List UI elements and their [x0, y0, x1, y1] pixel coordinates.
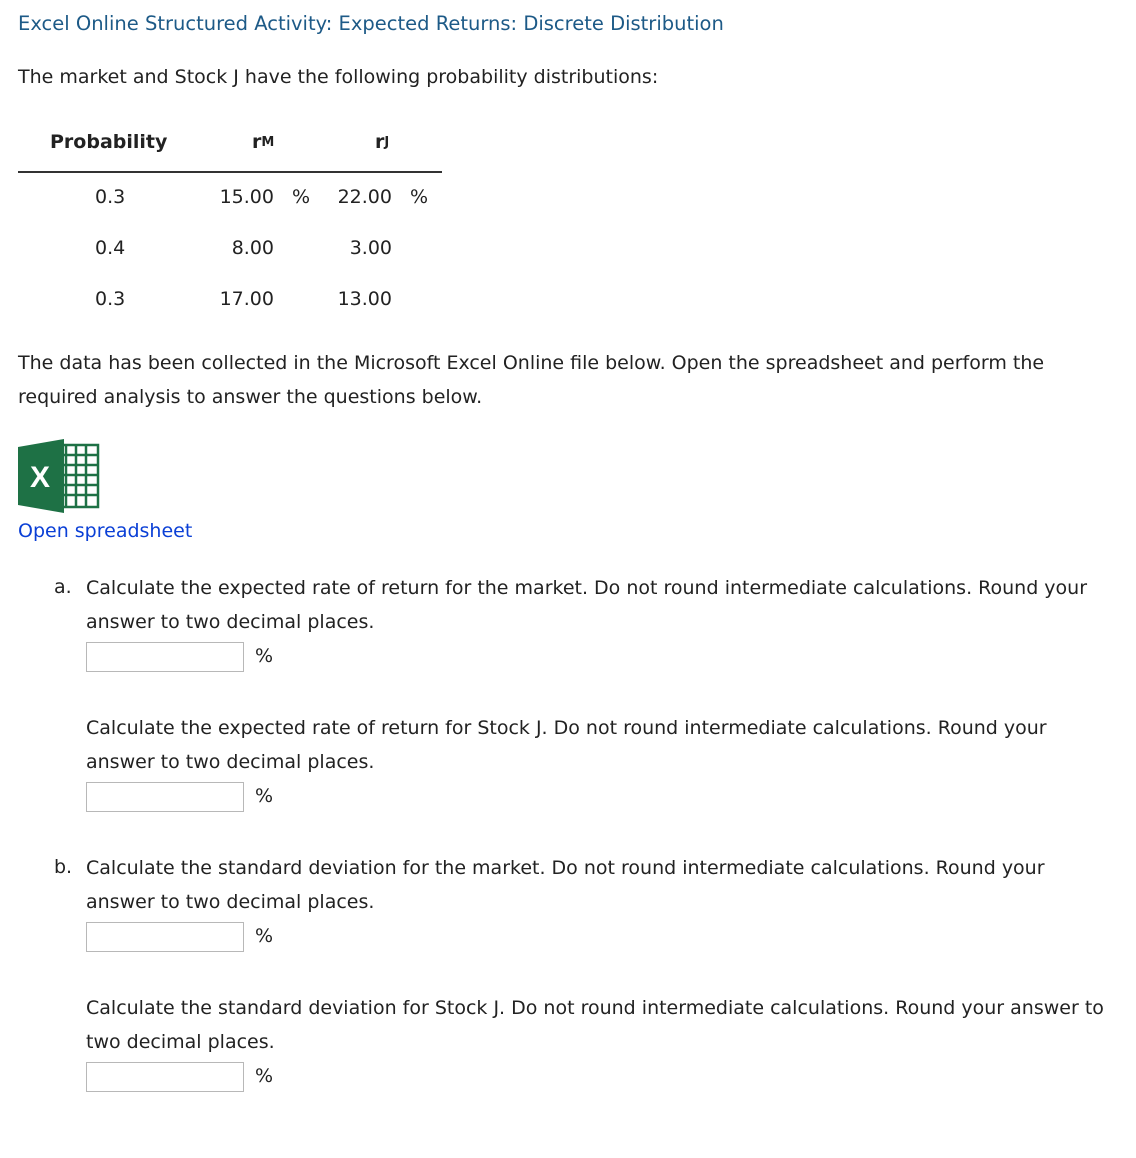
excel-icon[interactable] — [18, 439, 100, 513]
table-cell-prob: 0.4 — [95, 237, 126, 259]
header-probability: Probability — [50, 131, 168, 153]
answer-input-stock-j-std-dev[interactable] — [86, 1062, 244, 1092]
table-cell-rm: 15.00 — [219, 186, 274, 208]
question-text: Calculate the expected rate of return for the market. Do not round intermediate calculations. Round your answer to two decimal places. — [86, 577, 1088, 633]
answer-unit: % — [255, 1065, 274, 1087]
table-cell-prob: 0.3 — [95, 186, 126, 208]
answer-input-market-expected-return[interactable] — [86, 642, 244, 672]
header-rule — [18, 171, 442, 173]
table-cell-rj: 22.00 — [337, 186, 392, 208]
header-rj: $r_J$ — [375, 131, 390, 153]
question-label-b: b. — [54, 856, 73, 878]
table-cell-rj: 3.00 — [349, 237, 392, 259]
question-text: Calculate the standard deviation for Stock J. Do not round intermediate calculations. Round your answer to two decimal places. — [86, 997, 1104, 1053]
question-text: Calculate the expected rate of return for Stock J. Do not round intermediate calculations. Round your answer to two decimal places. — [86, 717, 1047, 773]
answer-unit: % — [255, 645, 274, 667]
answer-unit: % — [255, 785, 274, 807]
question-label-a: a. — [54, 576, 72, 598]
question-text: Calculate the standard deviation for the market. Do not round intermediate calculations. Round your answer to two decimal places. — [86, 857, 1045, 913]
table-cell-rj-unit: % — [410, 186, 429, 208]
page-title: Excel Online Structured Activity: Expected Returns: Discrete Distribution — [18, 12, 724, 35]
header-rm: $r_M$ — [252, 131, 275, 153]
svg-text:X: X — [29, 461, 51, 494]
answer-input-market-std-dev[interactable] — [86, 922, 244, 952]
table-cell-rm: 17.00 — [219, 288, 274, 310]
table-cell-rm-unit: % — [292, 186, 311, 208]
table-cell-rj: 13.00 — [337, 288, 392, 310]
answer-unit: % — [255, 925, 274, 947]
table-cell-rm: 8.00 — [231, 237, 274, 259]
open-spreadsheet-link[interactable]: Open spreadsheet — [18, 520, 193, 542]
intro-text: The market and Stock J have the following probability distributions: — [18, 66, 659, 88]
table-cell-prob: 0.3 — [95, 288, 126, 310]
data-note: The data has been collected in the Microsoft Excel Online file below. Open the spreadsheet and perform the required analysis to answer the questions below. — [18, 352, 1045, 408]
answer-input-stock-j-expected-return[interactable] — [86, 782, 244, 812]
